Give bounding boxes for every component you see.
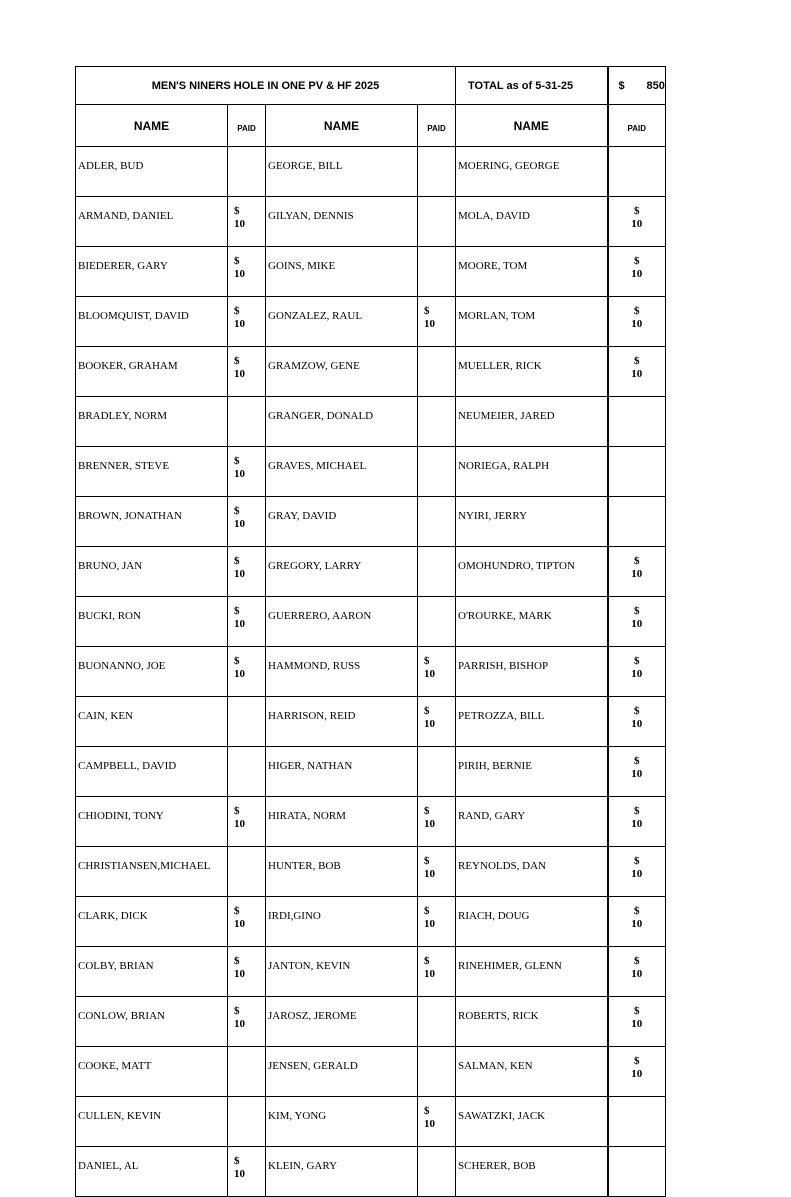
- paid-value: 10: [631, 1018, 643, 1030]
- member-name: CHRISTIANSEN,MICHAEL: [76, 847, 228, 897]
- paid-value: 10: [631, 768, 643, 780]
- paid-value: 10: [234, 1168, 245, 1180]
- paid-amount: [418, 147, 456, 197]
- paid-currency: $: [234, 255, 240, 267]
- paid-amount: [418, 547, 456, 597]
- paid-value: 10: [424, 318, 435, 330]
- paid-amount: [608, 997, 666, 1047]
- member-name: GUERRERO, AARON: [266, 597, 418, 647]
- paid-value: 10: [631, 868, 643, 880]
- member-name: HARRISON, REID: [266, 697, 418, 747]
- paid-value: 10: [631, 218, 643, 230]
- column-header-paid-1: PAID: [228, 105, 266, 147]
- table-row: [76, 297, 666, 347]
- table-row: [76, 197, 666, 247]
- member-name: GRANGER, DONALD: [266, 397, 418, 447]
- paid-value: 10: [234, 1018, 245, 1030]
- total-currency: $: [618, 79, 625, 92]
- member-name: HAMMOND, RUSS: [266, 647, 418, 697]
- paid-value: 10: [234, 568, 245, 580]
- member-name: NEUMEIER, JARED: [456, 397, 608, 447]
- paid-amount: [418, 997, 456, 1047]
- table-row: [76, 597, 666, 647]
- paid-currency: $: [424, 905, 430, 917]
- member-name: GRAVES, MICHAEL: [266, 447, 418, 497]
- member-name: PIRIH, BERNIE: [456, 747, 608, 797]
- paid-currency: $: [634, 955, 640, 967]
- paid-value: 10: [234, 918, 245, 930]
- paid-amount: [608, 447, 666, 497]
- paid-amount: [418, 697, 456, 747]
- column-header-name-3: NAME: [456, 105, 608, 147]
- member-name: GRAY, DAVID: [266, 497, 418, 547]
- paid-amount: [418, 297, 456, 347]
- member-name: OMOHUNDRO, TIPTON: [456, 547, 608, 597]
- paid-value: 10: [631, 818, 643, 830]
- member-name: BRUNO, JAN: [76, 547, 228, 597]
- member-name: BRADLEY, NORM: [76, 397, 228, 447]
- paid-amount: [608, 647, 666, 697]
- member-name: COOKE, MATT: [76, 1047, 228, 1097]
- paid-currency: $: [634, 605, 640, 617]
- paid-amount: [608, 1147, 666, 1197]
- paid-amount: [418, 747, 456, 797]
- table-row: [76, 647, 666, 697]
- paid-amount: [228, 997, 266, 1047]
- member-name: BROWN, JONATHAN: [76, 497, 228, 547]
- table-row: [76, 1047, 666, 1097]
- paid-amount: [608, 597, 666, 647]
- table-row: [76, 1147, 666, 1197]
- paid-currency: $: [634, 1055, 640, 1067]
- paid-amount: [608, 1047, 666, 1097]
- paid-currency: $: [234, 955, 240, 967]
- paid-amount: [228, 697, 266, 747]
- paid-value: 10: [424, 668, 435, 680]
- paid-currency: $: [634, 905, 640, 917]
- column-header-name-2: NAME: [266, 105, 418, 147]
- paid-currency: $: [234, 205, 240, 217]
- paid-amount: [418, 197, 456, 247]
- paid-amount: [228, 247, 266, 297]
- member-name: SAWATZKI, JACK: [456, 1097, 608, 1147]
- member-name: NYIRI, JERRY: [456, 497, 608, 547]
- paid-amount: [228, 1097, 266, 1147]
- paid-amount: [228, 347, 266, 397]
- paid-value: 10: [631, 268, 643, 280]
- paid-value: 10: [234, 668, 245, 680]
- paid-amount: [418, 797, 456, 847]
- paid-amount: [228, 797, 266, 847]
- member-name: HIGER, NATHAN: [266, 747, 418, 797]
- paid-amount: [228, 847, 266, 897]
- paid-currency: $: [234, 555, 240, 567]
- paid-value: 10: [631, 1068, 643, 1080]
- table-row: [76, 447, 666, 497]
- member-name: MORLAN, TOM: [456, 297, 608, 347]
- paid-currency: $: [424, 1105, 430, 1117]
- total-value: 850: [646, 79, 665, 92]
- member-name: MUELLER, RICK: [456, 347, 608, 397]
- paid-amount: [418, 947, 456, 997]
- paid-value: 10: [424, 1118, 435, 1130]
- paid-value: 10: [631, 318, 643, 330]
- paid-currency: $: [234, 805, 240, 817]
- table-row: [76, 997, 666, 1047]
- member-name: O'ROURKE, MARK: [456, 597, 608, 647]
- paid-amount: [228, 397, 266, 447]
- member-name: JAROSZ, JEROME: [266, 997, 418, 1047]
- member-name: ADLER, BUD: [76, 147, 228, 197]
- paid-value: 10: [234, 468, 245, 480]
- member-name: PETROZZA, BILL: [456, 697, 608, 747]
- paid-value: 10: [424, 968, 435, 980]
- paid-amount: [418, 597, 456, 647]
- paid-amount: [418, 847, 456, 897]
- member-name: GILYAN, DENNIS: [266, 197, 418, 247]
- paid-currency: $: [634, 655, 640, 667]
- paid-currency: $: [634, 855, 640, 867]
- member-name: HIRATA, NORM: [266, 797, 418, 847]
- paid-amount: [228, 497, 266, 547]
- member-name: SCHERER, BOB: [456, 1147, 608, 1197]
- paid-amount: [228, 1047, 266, 1097]
- paid-currency: $: [234, 455, 240, 467]
- paid-currency: $: [424, 855, 430, 867]
- paid-currency: $: [234, 655, 240, 667]
- table-row: [76, 897, 666, 947]
- paid-amount: [418, 1147, 456, 1197]
- paid-amount: [418, 897, 456, 947]
- paid-amount: [608, 347, 666, 397]
- table-row: [76, 397, 666, 447]
- member-name: BUCKI, RON: [76, 597, 228, 647]
- paid-value: 10: [631, 918, 643, 930]
- member-name: CONLOW, BRIAN: [76, 997, 228, 1047]
- paid-value: 10: [234, 218, 245, 230]
- member-name: IRDI,GINO: [266, 897, 418, 947]
- paid-amount: [418, 647, 456, 697]
- paid-value: 10: [234, 968, 245, 980]
- paid-value: 10: [424, 918, 435, 930]
- paid-value: 10: [631, 618, 643, 630]
- member-name: GOINS, MIKE: [266, 247, 418, 297]
- member-name: RIACH, DOUG: [456, 897, 608, 947]
- member-name: BRENNER, STEVE: [76, 447, 228, 497]
- member-name: MOLA, DAVID: [456, 197, 608, 247]
- member-name: JENSEN, GERALD: [266, 1047, 418, 1097]
- table-row: [76, 1097, 666, 1147]
- member-name: ARMAND, DANIEL: [76, 197, 228, 247]
- paid-amount: [608, 547, 666, 597]
- paid-amount: [228, 897, 266, 947]
- member-name: BLOOMQUIST, DAVID: [76, 297, 228, 347]
- paid-amount: [418, 1047, 456, 1097]
- paid-value: 10: [631, 568, 643, 580]
- column-header-paid-2: PAID: [418, 105, 456, 147]
- paid-value: 10: [631, 968, 643, 980]
- paid-amount: [228, 147, 266, 197]
- member-name: GREGORY, LARRY: [266, 547, 418, 597]
- paid-value: 10: [234, 368, 245, 380]
- member-name: CAMPBELL, DAVID: [76, 747, 228, 797]
- paid-amount: [228, 197, 266, 247]
- paid-currency: $: [424, 705, 430, 717]
- total-amount: [608, 67, 666, 105]
- paid-currency: $: [234, 355, 240, 367]
- paid-amount: [608, 747, 666, 797]
- member-name: GONZALEZ, RAUL: [266, 297, 418, 347]
- paid-amount: [608, 947, 666, 997]
- paid-amount: [608, 397, 666, 447]
- paid-value: 10: [424, 718, 435, 730]
- paid-currency: $: [634, 205, 640, 217]
- member-name: PARRISH, BISHOP: [456, 647, 608, 697]
- member-name: GRAMZOW, GENE: [266, 347, 418, 397]
- paid-amount: [418, 347, 456, 397]
- paid-amount: [228, 747, 266, 797]
- paid-currency: $: [634, 705, 640, 717]
- member-name: RAND, GARY: [456, 797, 608, 847]
- paid-currency: $: [634, 305, 640, 317]
- paid-currency: $: [424, 655, 430, 667]
- paid-amount: [608, 847, 666, 897]
- paid-value: 10: [424, 818, 435, 830]
- member-name: DANIEL, AL: [76, 1147, 228, 1197]
- paid-amount: [228, 297, 266, 347]
- paid-currency: $: [424, 955, 430, 967]
- member-name: REYNOLDS, DAN: [456, 847, 608, 897]
- member-name: RINEHIMER, GLENN: [456, 947, 608, 997]
- paid-amount: [608, 897, 666, 947]
- paid-amount: [418, 397, 456, 447]
- member-name: NORIEGA, RALPH: [456, 447, 608, 497]
- paid-currency: $: [234, 505, 240, 517]
- sheet-title: MEN'S NINERS HOLE IN ONE PV & HF 2025: [76, 67, 456, 105]
- table-row: [76, 747, 666, 797]
- paid-amount: [228, 647, 266, 697]
- column-header-paid-3: PAID: [608, 105, 666, 147]
- paid-value: 10: [234, 818, 245, 830]
- paid-amount: [418, 247, 456, 297]
- paid-amount: [608, 197, 666, 247]
- member-name: CLARK, DICK: [76, 897, 228, 947]
- table-row: [76, 497, 666, 547]
- table-row: [76, 947, 666, 997]
- member-name: GEORGE, BILL: [266, 147, 418, 197]
- paid-value: 10: [234, 268, 245, 280]
- member-name: KIM, YONG: [266, 1097, 418, 1147]
- member-name: CHIODINI, TONY: [76, 797, 228, 847]
- paid-value: 10: [234, 618, 245, 630]
- paid-amount: [418, 1097, 456, 1147]
- total-label: TOTAL as of 5-31-25: [456, 67, 608, 105]
- paid-currency: $: [234, 1155, 240, 1167]
- paid-amount: [228, 547, 266, 597]
- hole-in-one-roster-table: [75, 66, 666, 1197]
- member-name: BOOKER, GRAHAM: [76, 347, 228, 397]
- paid-amount: [228, 447, 266, 497]
- member-name: CULLEN, KEVIN: [76, 1097, 228, 1147]
- paid-currency: $: [424, 805, 430, 817]
- member-name: JANTON, KEVIN: [266, 947, 418, 997]
- paid-currency: $: [234, 305, 240, 317]
- table-row: [76, 147, 666, 197]
- paid-amount: [608, 147, 666, 197]
- table-row: [76, 697, 666, 747]
- member-name: MOORE, TOM: [456, 247, 608, 297]
- paid-currency: $: [634, 555, 640, 567]
- table-row: [76, 247, 666, 297]
- table-row: [76, 347, 666, 397]
- title-row: [76, 67, 666, 105]
- member-name: BUONANNO, JOE: [76, 647, 228, 697]
- paid-value: 10: [631, 668, 643, 680]
- paid-amount: [608, 697, 666, 747]
- table-row: [76, 547, 666, 597]
- paid-amount: [608, 1097, 666, 1147]
- member-name: SALMAN, KEN: [456, 1047, 608, 1097]
- paid-amount: [418, 497, 456, 547]
- paid-currency: $: [634, 1005, 640, 1017]
- paid-value: 10: [234, 318, 245, 330]
- column-header-name-1: NAME: [76, 105, 228, 147]
- member-name: MOERING, GEORGE: [456, 147, 608, 197]
- table-row: [76, 797, 666, 847]
- member-name: BIEDERER, GARY: [76, 247, 228, 297]
- paid-amount: [608, 497, 666, 547]
- paid-currency: $: [634, 255, 640, 267]
- paid-value: 10: [234, 518, 245, 530]
- paid-currency: $: [234, 605, 240, 617]
- paid-currency: $: [634, 355, 640, 367]
- member-name: KLEIN, GARY: [266, 1147, 418, 1197]
- paid-amount: [608, 247, 666, 297]
- paid-amount: [608, 297, 666, 347]
- paid-amount: [418, 447, 456, 497]
- paid-value: 10: [631, 368, 643, 380]
- paid-value: 10: [424, 868, 435, 880]
- paid-currency: $: [234, 1005, 240, 1017]
- paid-currency: $: [234, 905, 240, 917]
- paid-currency: $: [634, 755, 640, 767]
- paid-value: 10: [631, 718, 643, 730]
- member-name: CAIN, KEN: [76, 697, 228, 747]
- paid-amount: [228, 1147, 266, 1197]
- table-row: [76, 847, 666, 897]
- paid-amount: [228, 597, 266, 647]
- paid-currency: $: [634, 805, 640, 817]
- member-name: COLBY, BRIAN: [76, 947, 228, 997]
- column-header-row: [76, 105, 666, 147]
- member-name: HUNTER, BOB: [266, 847, 418, 897]
- paid-amount: [608, 797, 666, 847]
- member-name: ROBERTS, RICK: [456, 997, 608, 1047]
- paid-amount: [228, 947, 266, 997]
- paid-currency: $: [424, 305, 430, 317]
